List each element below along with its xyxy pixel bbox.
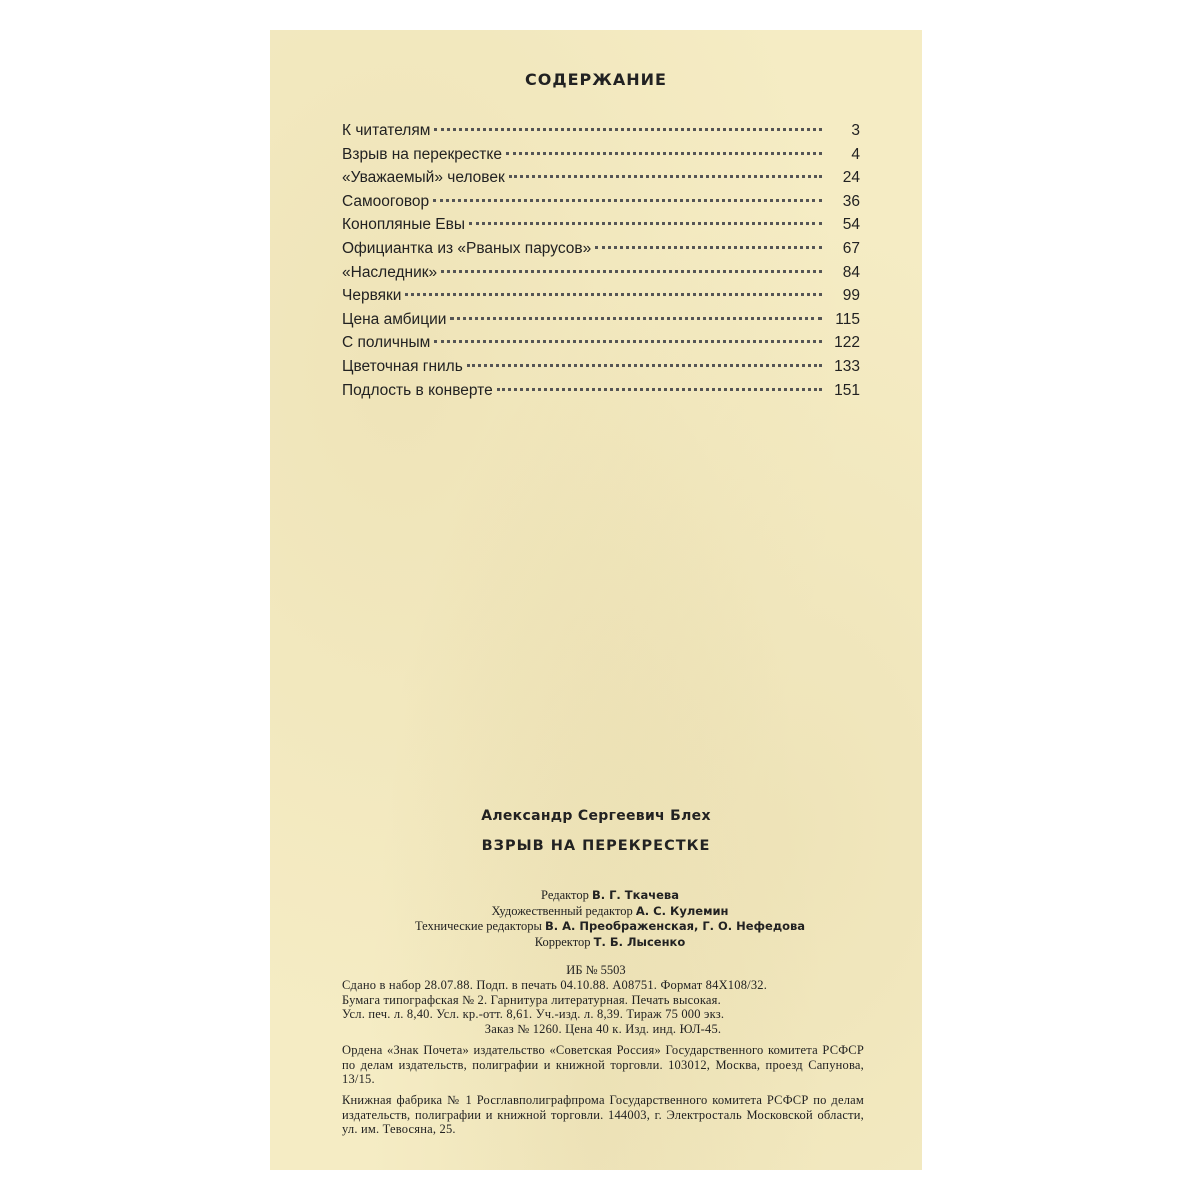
toc-entry-page: 84 bbox=[842, 263, 860, 281]
toc-entry-page: 67 bbox=[842, 239, 860, 257]
toc-entry-title: Конопляные Евы bbox=[342, 216, 466, 234]
publisher-info: Ордена «Знак Почета» издательство «Советская Россия» Государственного комитета РСФСР по делам издательств, полиграфии и книжной торговли. 103012, Москва, проезд Сапунова, 13/15. bbox=[342, 1043, 864, 1086]
credit-role: Художественный редактор bbox=[491, 903, 633, 918]
print-data-line: Сдано в набор 28.07.88. Подп. в печать 04.10.88. А08751. Формат 84Х108/32. bbox=[342, 978, 768, 992]
printer-info: Книжная фабрика № 1 Росглавполиграфпрома Государственного комитета РСФСР по делам издательств, полиграфии и книжной торговли. 144003, г. Электросталь Московской области, ул. им. Тевосяна, 25. bbox=[342, 1093, 864, 1136]
toc-leader-dots bbox=[434, 128, 822, 131]
toc-entry-title: «Уважаемый» человек bbox=[342, 169, 505, 187]
toc-entry-title: Цветочная гниль bbox=[342, 357, 463, 375]
toc-entry bbox=[342, 240, 860, 264]
credit-name: А. С. Кулемин bbox=[635, 903, 729, 918]
toc-entry-page: 133 bbox=[834, 357, 860, 375]
toc-entry bbox=[342, 382, 860, 406]
toc-entry-title: К читателям bbox=[342, 122, 431, 139]
toc-leader-dots bbox=[434, 340, 822, 343]
toc-leader-dots bbox=[433, 199, 822, 202]
toc-entry-page: 24 bbox=[842, 169, 860, 187]
toc-entry bbox=[342, 122, 860, 146]
toc-entry bbox=[342, 334, 860, 358]
toc-entry-title: Подлость в конверте bbox=[342, 381, 493, 399]
toc-entry-title: «Наследник» bbox=[342, 263, 438, 281]
toc-entry bbox=[342, 287, 860, 311]
toc-entry bbox=[342, 193, 860, 217]
credit-role: Корректор bbox=[534, 934, 591, 949]
toc-entry-title: С поличным bbox=[342, 334, 431, 352]
editorial-credits bbox=[380, 888, 840, 950]
toc-entry-page: 122 bbox=[834, 334, 860, 352]
credit-line bbox=[380, 919, 840, 935]
print-data-line: Бумага типографская № 2. Гарнитура литературная. Печать высокая. bbox=[342, 992, 721, 1007]
toc-entry-title: Самооговор bbox=[342, 192, 430, 210]
table-of-contents bbox=[342, 122, 860, 405]
credit-line bbox=[380, 935, 840, 951]
toc-leader-dots bbox=[467, 364, 822, 367]
toc-leader-dots bbox=[506, 152, 822, 155]
toc-entry-page: 3 bbox=[851, 122, 860, 139]
print-data-line: Заказ № 1260. Цена 40 к. Изд. инд. ЮЛ-45. bbox=[484, 1021, 722, 1036]
toc-leader-dots bbox=[497, 388, 822, 391]
toc-entry-title: Официантка из «Рваных парусов» bbox=[342, 239, 592, 257]
toc-entry-page: 54 bbox=[842, 216, 860, 234]
toc-entry bbox=[342, 264, 860, 288]
toc-entry-page: 115 bbox=[835, 310, 860, 328]
print-data bbox=[342, 978, 864, 1036]
toc-leader-dots bbox=[469, 222, 822, 225]
credit-name: В. Г. Ткачева bbox=[591, 888, 679, 902]
credit-line bbox=[380, 888, 840, 904]
credit-line bbox=[380, 904, 840, 920]
toc-entry-title: Взрыв на перекрестке bbox=[342, 145, 502, 163]
credit-name: Т. Б. Лысенко bbox=[593, 934, 686, 949]
credit-role: Технические редакторы bbox=[414, 919, 542, 933]
toc-entry-page: 4 bbox=[851, 145, 860, 163]
print-data-line: Усл. печ. л. 8,40. Усл. кр.-отт. 8,61. Уч.-изд. л. 8,39. Тираж 75 000 экз. bbox=[342, 1007, 725, 1021]
book-title: ВЗРЫВ НА ПЕРЕКРЕСТКЕ bbox=[481, 838, 711, 854]
toc-entry bbox=[342, 146, 860, 170]
book-page bbox=[270, 30, 922, 1170]
toc-leader-dots bbox=[509, 175, 822, 178]
toc-leader-dots bbox=[441, 270, 822, 273]
toc-entry-title: Червяки bbox=[342, 287, 402, 305]
toc-heading: СОДЕРЖАНИЕ bbox=[525, 70, 667, 89]
toc-leader-dots bbox=[405, 293, 822, 296]
credit-role: Редактор bbox=[541, 888, 589, 902]
toc-leader-dots bbox=[450, 317, 822, 320]
toc-entry-page: 99 bbox=[842, 287, 860, 305]
credit-name: В. А. Преображенская, Г. О. Нефедова bbox=[545, 919, 806, 933]
toc-entry-page: 151 bbox=[834, 381, 860, 399]
author-name: Александр Сергеевич Блех bbox=[481, 808, 711, 824]
ib-number: ИБ № 5503 bbox=[566, 963, 626, 977]
toc-entry-title: Цена амбиции bbox=[342, 310, 447, 328]
toc-leader-dots bbox=[595, 246, 822, 249]
toc-entry bbox=[342, 169, 860, 193]
toc-entry-page: 36 bbox=[842, 192, 860, 210]
toc-entry bbox=[342, 311, 860, 335]
toc-entry bbox=[342, 358, 860, 382]
toc-entry bbox=[342, 216, 860, 240]
